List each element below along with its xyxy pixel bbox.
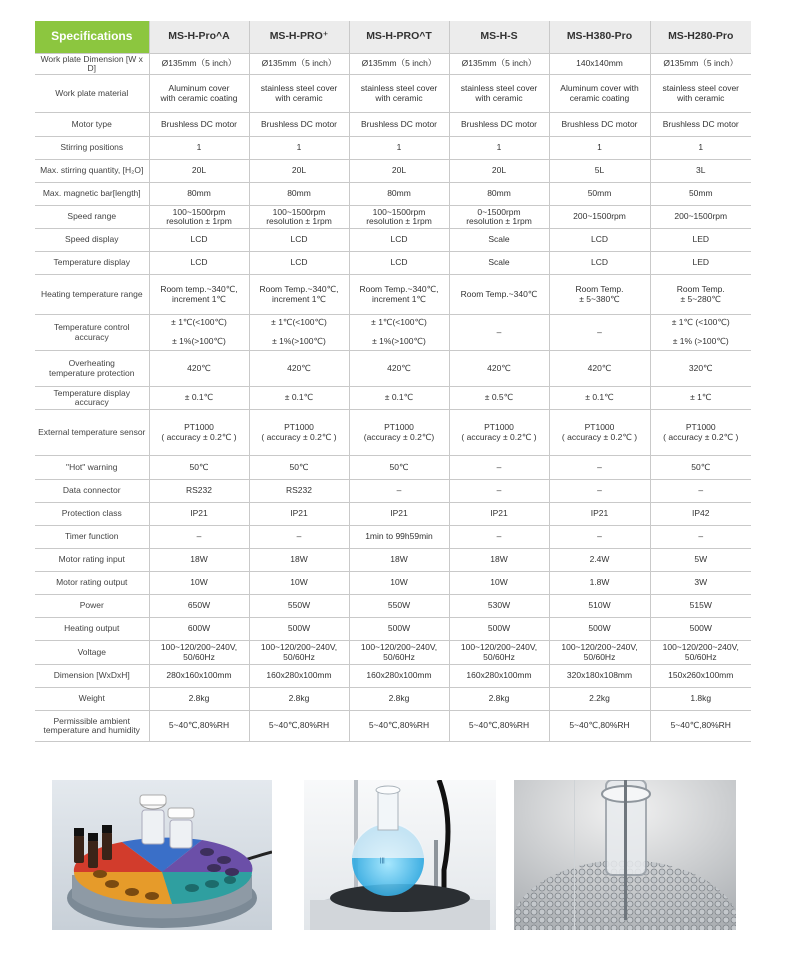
spec-value: 2.8kg bbox=[349, 688, 449, 711]
spec-value: 100~120/200~240V, 50/60Hz bbox=[249, 641, 349, 665]
spec-label: Weight bbox=[35, 688, 149, 711]
spec-label: Timer function bbox=[35, 526, 149, 549]
spec-label: Work plate material bbox=[35, 75, 149, 113]
spec-value: Room Temp. ± 5~280℃ bbox=[650, 275, 751, 315]
spec-value: 100~120/200~240V, 50/60Hz bbox=[149, 641, 249, 665]
spec-value: ± 0.1℃ bbox=[549, 387, 650, 410]
spec-value: 10W bbox=[149, 572, 249, 595]
spec-label: Work plate Dimension [W x D] bbox=[35, 54, 149, 75]
table-row bbox=[35, 456, 751, 480]
spec-value: 100~1500rpm resolution ± 1rpm bbox=[149, 206, 249, 229]
spec-value: 18W bbox=[349, 549, 449, 572]
table-row bbox=[35, 206, 751, 229]
spec-value: PT1000 ( accuracy ± 0.2℃ ) bbox=[549, 410, 650, 456]
spec-value: Ø135mm（5 inch） bbox=[149, 54, 249, 75]
spec-value: 20L bbox=[149, 160, 249, 183]
spec-value: 1 bbox=[249, 137, 349, 160]
spec-rows bbox=[35, 54, 751, 742]
spec-value: 650W bbox=[149, 595, 249, 618]
spec-value: 5W bbox=[650, 549, 751, 572]
spec-value: 600W bbox=[149, 618, 249, 641]
spec-value: – bbox=[549, 315, 650, 351]
spec-value: Brushless DC motor bbox=[449, 113, 549, 137]
spec-value: 500W bbox=[349, 618, 449, 641]
spec-value: IP21 bbox=[349, 503, 449, 526]
spec-value: 5~40℃,80%RH bbox=[349, 711, 449, 742]
spec-value: stainless steel cover with ceramic bbox=[650, 75, 751, 113]
spec-label: Dimension [WxDxH] bbox=[35, 665, 149, 688]
spec-value: – bbox=[549, 480, 650, 503]
spec-value: 0~1500rpm resolution ± 1rpm bbox=[449, 206, 549, 229]
spec-value: – bbox=[449, 526, 549, 549]
spec-value: LED bbox=[650, 229, 751, 252]
table-row bbox=[35, 315, 751, 351]
spec-value: 160x280x100mm bbox=[349, 665, 449, 688]
spec-value: IP21 bbox=[549, 503, 650, 526]
spec-value: LCD bbox=[249, 252, 349, 275]
table-row bbox=[35, 503, 751, 526]
spec-value: 10W bbox=[449, 572, 549, 595]
spec-label: Data connector bbox=[35, 480, 149, 503]
spec-value: PT1000 ( accuracy ± 0.2℃ ) bbox=[149, 410, 249, 456]
spec-value: – bbox=[249, 526, 349, 549]
spec-value: – bbox=[549, 526, 650, 549]
spec-value: 18W bbox=[449, 549, 549, 572]
spec-value: Aluminum cover with ceramic coating bbox=[549, 75, 650, 113]
spec-value: 5~40℃,80%RH bbox=[449, 711, 549, 742]
spec-value: – bbox=[650, 480, 751, 503]
spec-value: ± 0.1℃ bbox=[149, 387, 249, 410]
spec-value: Room Temp. ± 5~380℃ bbox=[549, 275, 650, 315]
spec-value: 2.8kg bbox=[249, 688, 349, 711]
spec-value: 500W bbox=[249, 618, 349, 641]
table-row bbox=[35, 549, 751, 572]
spec-value: 80mm bbox=[249, 183, 349, 206]
spec-value: 1 bbox=[149, 137, 249, 160]
spec-value: Room temp.~340℃, increment 1℃ bbox=[149, 275, 249, 315]
spec-value: 80mm bbox=[149, 183, 249, 206]
spec-value: 140x140mm bbox=[549, 54, 650, 75]
spec-value: 18W bbox=[249, 549, 349, 572]
spec-value: LCD bbox=[349, 252, 449, 275]
spec-value: 5L bbox=[549, 160, 650, 183]
spec-label: Max. magnetic bar[length] bbox=[35, 183, 149, 206]
spec-value: 5~40℃,80%RH bbox=[249, 711, 349, 742]
spec-value: 100~1500rpm resolution ± 1rpm bbox=[249, 206, 349, 229]
spec-label: Power bbox=[35, 595, 149, 618]
svg-text:|||: ||| bbox=[380, 858, 385, 864]
spec-value: 20L bbox=[249, 160, 349, 183]
spec-value: 1 bbox=[650, 137, 751, 160]
table-row bbox=[35, 595, 751, 618]
table-row bbox=[35, 160, 751, 183]
spec-value: 200~1500rpm bbox=[549, 206, 650, 229]
spec-value: Ø135mm（5 inch） bbox=[449, 54, 549, 75]
spec-value: 1 bbox=[449, 137, 549, 160]
spec-value: 3L bbox=[650, 160, 751, 183]
spec-value: Brushless DC motor bbox=[650, 113, 751, 137]
flask-in-bead-bath-photo bbox=[514, 780, 736, 930]
spec-value: 50℃ bbox=[149, 456, 249, 480]
spec-value: ± 1℃ (<100℃) ± 1% (>100℃) bbox=[650, 315, 751, 351]
table-row bbox=[35, 275, 751, 315]
model-header-row bbox=[35, 21, 751, 54]
table-row bbox=[35, 351, 751, 387]
spec-value: 20L bbox=[449, 160, 549, 183]
model-header: MS-H-PRO^T bbox=[349, 21, 449, 54]
table-row bbox=[35, 572, 751, 595]
spec-value: LCD bbox=[349, 229, 449, 252]
spec-label: Permissible ambient temperature and humidity bbox=[35, 711, 149, 742]
multi-position-heating-block-photo bbox=[52, 780, 272, 930]
spec-value: 50℃ bbox=[249, 456, 349, 480]
spec-value: 50mm bbox=[650, 183, 751, 206]
table-row bbox=[35, 410, 751, 456]
spec-value: IP21 bbox=[149, 503, 249, 526]
spec-value: – bbox=[449, 315, 549, 351]
spec-value: 550W bbox=[249, 595, 349, 618]
spec-value: 5~40℃,80%RH bbox=[549, 711, 650, 742]
spec-value: Room Temp.~340℃, increment 1℃ bbox=[349, 275, 449, 315]
spec-value: 50℃ bbox=[349, 456, 449, 480]
round-bottom-flask-photo bbox=[304, 780, 496, 930]
spec-value: 50℃ bbox=[650, 456, 751, 480]
spec-value: 530W bbox=[449, 595, 549, 618]
spec-value: 3W bbox=[650, 572, 751, 595]
spec-value: 420℃ bbox=[449, 351, 549, 387]
spec-value: 160x280x100mm bbox=[249, 665, 349, 688]
spec-value: IP21 bbox=[249, 503, 349, 526]
spec-value: Brushless DC motor bbox=[549, 113, 650, 137]
table-row bbox=[35, 641, 751, 665]
spec-value: 80mm bbox=[449, 183, 549, 206]
spec-value: 18W bbox=[149, 549, 249, 572]
spec-value: 20L bbox=[349, 160, 449, 183]
table-row bbox=[35, 252, 751, 275]
table-row bbox=[35, 229, 751, 252]
spec-value: Brushless DC motor bbox=[349, 113, 449, 137]
spec-label: Temperature control accuracy bbox=[35, 315, 149, 351]
model-header: MS-H280-Pro bbox=[650, 21, 751, 54]
spec-value: 500W bbox=[549, 618, 650, 641]
spec-value: 100~120/200~240V, 50/60Hz bbox=[549, 641, 650, 665]
spec-value: 500W bbox=[650, 618, 751, 641]
spec-value: LCD bbox=[549, 229, 650, 252]
spec-value: ± 1℃(<100℃) ± 1%(>100℃) bbox=[249, 315, 349, 351]
table-row bbox=[35, 137, 751, 160]
spec-value: 2.4W bbox=[549, 549, 650, 572]
model-header: MS-H-Pro^A bbox=[149, 21, 249, 54]
spec-value: 420℃ bbox=[349, 351, 449, 387]
spec-label: Speed display bbox=[35, 229, 149, 252]
spec-value: Brushless DC motor bbox=[249, 113, 349, 137]
spec-value: RS232 bbox=[249, 480, 349, 503]
spec-value: – bbox=[549, 456, 650, 480]
spec-label: Heating temperature range bbox=[35, 275, 149, 315]
table-row bbox=[35, 480, 751, 503]
spec-value: 1.8kg bbox=[650, 688, 751, 711]
spec-value: Brushless DC motor bbox=[149, 113, 249, 137]
model-header: MS-H-PRO⁺ bbox=[249, 21, 349, 54]
specifications-table bbox=[35, 21, 751, 742]
table-row bbox=[35, 688, 751, 711]
spec-value: PT1000 ( accuracy ± 0.2℃ ) bbox=[650, 410, 751, 456]
spec-value: LCD bbox=[149, 252, 249, 275]
spec-value: Aluminum cover with ceramic coating bbox=[149, 75, 249, 113]
table-row bbox=[35, 711, 751, 742]
spec-value: 280x160x100mm bbox=[149, 665, 249, 688]
spec-value: LCD bbox=[249, 229, 349, 252]
spec-label: "Hot" warning bbox=[35, 456, 149, 480]
spec-value: 150x260x100mm bbox=[650, 665, 751, 688]
table-row bbox=[35, 75, 751, 113]
spec-value: ± 1℃(<100℃) ± 1%(>100℃) bbox=[149, 315, 249, 351]
spec-label: External temperature sensor bbox=[35, 410, 149, 456]
spec-value: PT1000 ( accuracy ± 0.2℃ ) bbox=[449, 410, 549, 456]
spec-value: 420℃ bbox=[249, 351, 349, 387]
spec-value: – bbox=[449, 456, 549, 480]
spec-value: 2.2kg bbox=[549, 688, 650, 711]
spec-value: Room Temp.~340℃ bbox=[449, 275, 549, 315]
table-row bbox=[35, 526, 751, 549]
spec-value: 510W bbox=[549, 595, 650, 618]
spec-value: 1 bbox=[549, 137, 650, 160]
spec-value: IP21 bbox=[449, 503, 549, 526]
spec-value: 1.8W bbox=[549, 572, 650, 595]
model-header: MS-H-S bbox=[449, 21, 549, 54]
spec-value: 1 bbox=[349, 137, 449, 160]
table-row bbox=[35, 183, 751, 206]
spec-value: 550W bbox=[349, 595, 449, 618]
spec-label: Max. stirring quantity, [H₂O] bbox=[35, 160, 149, 183]
spec-value: Scale bbox=[449, 229, 549, 252]
spec-value: 100~120/200~240V, 50/60Hz bbox=[349, 641, 449, 665]
spec-value: ± 0.1℃ bbox=[249, 387, 349, 410]
spec-value: 2.8kg bbox=[449, 688, 549, 711]
spec-value: RS232 bbox=[149, 480, 249, 503]
spec-value: – bbox=[449, 480, 549, 503]
spec-value: 5~40℃,80%RH bbox=[650, 711, 751, 742]
spec-value: 500W bbox=[449, 618, 549, 641]
spec-value: stainless steel cover with ceramic bbox=[349, 75, 449, 113]
spec-value: 10W bbox=[249, 572, 349, 595]
spec-label: Speed range bbox=[35, 206, 149, 229]
spec-value: IP42 bbox=[650, 503, 751, 526]
spec-label: Temperature display accuracy bbox=[35, 387, 149, 410]
spec-value: ± 1℃(<100℃) ± 1%(>100℃) bbox=[349, 315, 449, 351]
table-row bbox=[35, 387, 751, 410]
spec-value: ± 0.5℃ bbox=[449, 387, 549, 410]
spec-value: 10W bbox=[349, 572, 449, 595]
spec-value: 200~1500rpm bbox=[650, 206, 751, 229]
spec-value: 50mm bbox=[549, 183, 650, 206]
spec-label: Voltage bbox=[35, 641, 149, 665]
spec-value: PT1000 ( accuracy ± 0.2℃ ) bbox=[249, 410, 349, 456]
spec-value: Ø135mm（5 inch） bbox=[650, 54, 751, 75]
spec-value: 320℃ bbox=[650, 351, 751, 387]
spec-value: 100~120/200~240V, 50/60Hz bbox=[650, 641, 751, 665]
spec-value: – bbox=[349, 480, 449, 503]
spec-value: 420℃ bbox=[549, 351, 650, 387]
spec-value: 80mm bbox=[349, 183, 449, 206]
spec-value: 160x280x100mm bbox=[449, 665, 549, 688]
spec-value: ± 0.1℃ bbox=[349, 387, 449, 410]
spec-label: Motor rating input bbox=[35, 549, 149, 572]
product-photos bbox=[52, 780, 736, 930]
spec-value: LED bbox=[650, 252, 751, 275]
spec-value: LCD bbox=[149, 229, 249, 252]
spec-label: Motor type bbox=[35, 113, 149, 137]
table-row bbox=[35, 113, 751, 137]
spec-value: – bbox=[650, 526, 751, 549]
spec-value: stainless steel cover with ceramic bbox=[249, 75, 349, 113]
spec-value: Ø135mm（5 inch） bbox=[349, 54, 449, 75]
table-row bbox=[35, 54, 751, 75]
spec-label: Temperature display bbox=[35, 252, 149, 275]
spec-value: 100~120/200~240V, 50/60Hz bbox=[449, 641, 549, 665]
spec-label: Overheating temperature protection bbox=[35, 351, 149, 387]
spec-value: 320x180x108mm bbox=[549, 665, 650, 688]
spec-value: 2.8kg bbox=[149, 688, 249, 711]
spec-value: 100~1500rpm resolution ± 1rpm bbox=[349, 206, 449, 229]
spec-value: – bbox=[149, 526, 249, 549]
spec-label: Motor rating output bbox=[35, 572, 149, 595]
spec-label: Stirring positions bbox=[35, 137, 149, 160]
spec-value: Ø135mm（5 inch） bbox=[249, 54, 349, 75]
spec-label: Heating output bbox=[35, 618, 149, 641]
spec-value: stainless steel cover with ceramic bbox=[449, 75, 549, 113]
spec-value: ± 1℃ bbox=[650, 387, 751, 410]
specifications-label: Specifications bbox=[35, 21, 149, 54]
spec-label: Protection class bbox=[35, 503, 149, 526]
spec-value: Scale bbox=[449, 252, 549, 275]
spec-value: 5~40℃,80%RH bbox=[149, 711, 249, 742]
spec-value: 1min to 99h59min bbox=[349, 526, 449, 549]
model-header: MS-H380-Pro bbox=[549, 21, 650, 54]
spec-value: LCD bbox=[549, 252, 650, 275]
table-row bbox=[35, 618, 751, 641]
spec-value: 515W bbox=[650, 595, 751, 618]
table-row bbox=[35, 665, 751, 688]
spec-value: Room Temp.~340℃, increment 1℃ bbox=[249, 275, 349, 315]
spec-value: 420℃ bbox=[149, 351, 249, 387]
spec-value: PT1000 (accuracy ± 0.2℃) bbox=[349, 410, 449, 456]
